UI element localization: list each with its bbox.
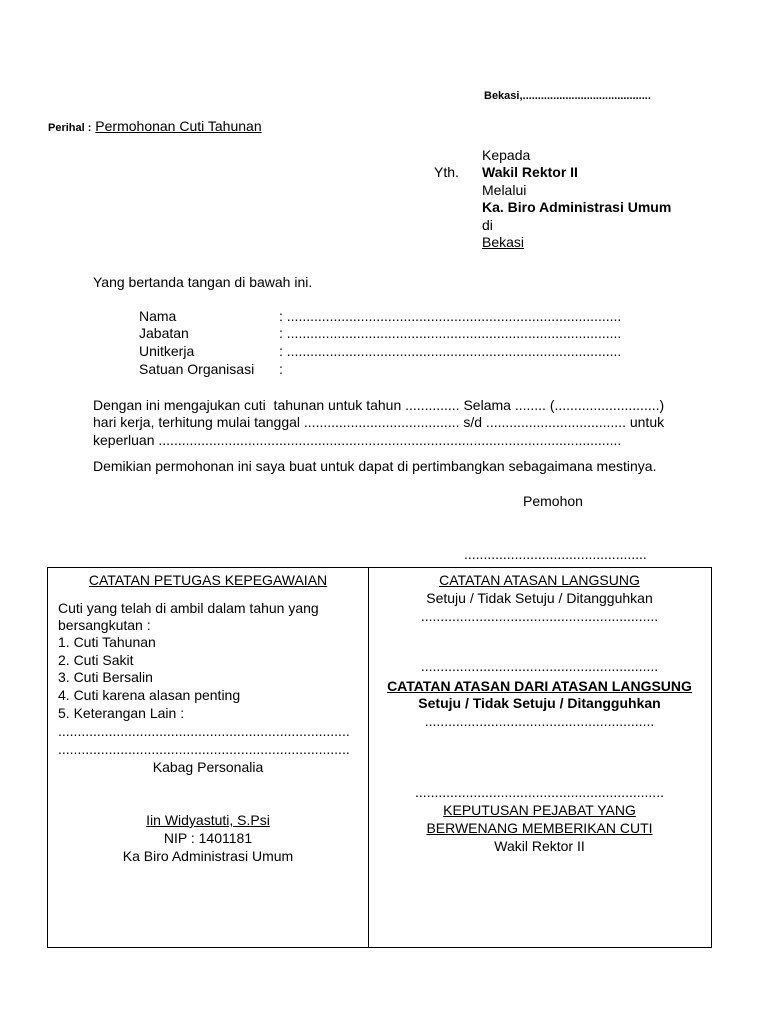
left-signer-title: Ka Biro Administrasi Umum — [122, 848, 294, 864]
left-signer-nip: NIP : 1401181 — [163, 830, 253, 846]
left-line-6: 4. Cuti karena alasan penting — [58, 687, 241, 703]
recipient-via: Melalui — [482, 182, 527, 198]
field-label-jabatan: Jabatan — [139, 325, 189, 341]
field-value-jabatan: : ...................................................................................... — [279, 325, 622, 341]
right-dots-3: ........................................................... — [424, 713, 655, 729]
subject-value: Permohonan Cuti Tahunan — [95, 118, 262, 134]
recipient-to: Wakil Rektor II — [482, 164, 578, 180]
recipient-via-name: Ka. Biro Administrasi Umum — [482, 199, 672, 215]
recipient-yth: Yth. — [434, 164, 459, 180]
left-line-2: bersangkutan : — [58, 617, 151, 633]
paragraph-line-1: Dengan ini mengajukan cuti tahunan untuk tahun .............. Selama ........ (...........................) — [93, 397, 665, 413]
recipient-kepada: Kepada — [482, 147, 531, 163]
intro-text: Yang bertanda tangan di bawah ini. — [93, 274, 313, 290]
left-line-1: Cuti yang telah di ambil dalam tahun yang — [58, 600, 319, 616]
left-line-4: 2. Cuti Sakit — [58, 652, 134, 668]
right-options: Setuju / Tidak Setuju / Ditangguhkan — [426, 590, 653, 606]
field-label-nama: Nama — [139, 308, 177, 324]
left-line-9: ........................................................................... — [58, 741, 350, 757]
decision-role: Wakil Rektor II — [494, 838, 585, 854]
field-label-unitkerja: Unitkerja — [139, 343, 195, 359]
paragraph-line-3: keperluan ....................................................................................................................... — [93, 432, 622, 448]
right-panel-title-2: CATATAN ATASAN DARI ATASAN LANGSUNG — [387, 678, 692, 694]
field-label-satuan: Satuan Organisasi — [139, 361, 255, 377]
left-line-8: ........................................................................... — [58, 723, 350, 739]
right-dots-1: ............................................................. — [420, 608, 659, 624]
decision-line-2: BERWENANG MEMBERIKAN CUTI — [426, 820, 653, 836]
paragraph-line-2: hari kerja, terhitung mulai tanggal ........................................ s/d .................................... untuk — [93, 414, 665, 430]
recipient-di: di — [482, 217, 493, 233]
left-line-7: 5. Keterangan Lain : — [58, 705, 185, 721]
recipient-city: Bekasi — [482, 234, 525, 250]
right-dots-4: ................................................................ — [415, 784, 664, 800]
applicant-label: Pemohon — [523, 493, 583, 509]
right-options-2: Setuju / Tidak Setuju / Ditangguhkan — [418, 695, 661, 711]
subject-label: Perihal : — [48, 122, 92, 134]
right-dots-2: ............................................................. — [420, 658, 659, 674]
field-value-unitkerja: : ...................................................................................... — [279, 343, 622, 359]
place-date: Bekasi,.......................................... — [484, 90, 651, 102]
left-line-5: 3. Cuti Bersalin — [58, 669, 153, 685]
left-role: Kabag Personalia — [152, 759, 264, 775]
field-value-satuan: : — [279, 361, 283, 377]
closing-text: Demikian permohonan ini saya buat untuk dapat di pertimbangkan sebagaimana mestinya. — [93, 458, 657, 474]
left-line-3: 1. Cuti Tahunan — [58, 634, 156, 650]
left-panel-title: CATATAN PETUGAS KEPEGAWAIAN — [88, 572, 328, 588]
subject-line — [48, 118, 262, 137]
left-signer-name: Iin Widyastuti, S.Psi — [146, 812, 270, 828]
applicant-signature-line: ............................................... — [464, 546, 647, 562]
field-value-nama: : ...................................................................................... — [279, 308, 622, 324]
decision-line-1: KEPUTUSAN PEJABAT YANG — [443, 802, 636, 818]
right-panel-title: CATATAN ATASAN LANGSUNG — [439, 572, 640, 588]
